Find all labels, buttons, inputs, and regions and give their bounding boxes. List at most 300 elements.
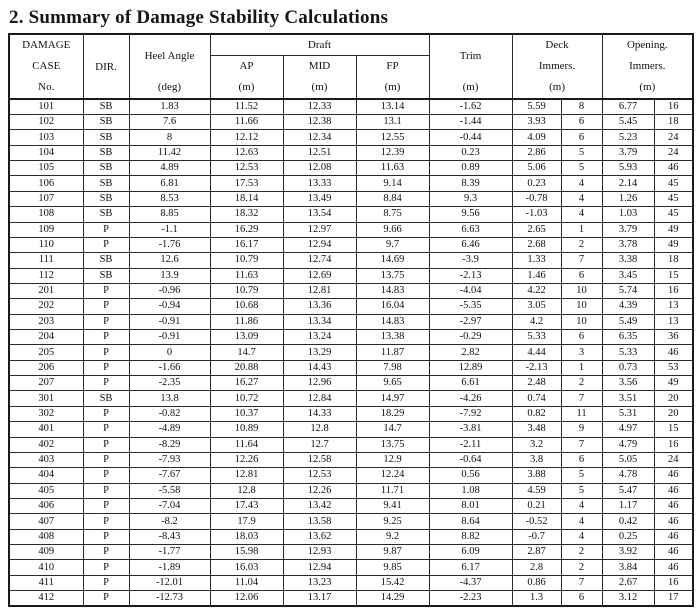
- cell-trim: -3.9: [429, 253, 512, 268]
- cell-heel-angle: -0.91: [129, 330, 210, 345]
- cell-trim: -4.37: [429, 575, 512, 590]
- cell-draft-mid: 13.17: [283, 591, 356, 607]
- cell-deck-immers-ref: 4: [561, 176, 602, 191]
- cell-trim: -2.23: [429, 591, 512, 607]
- cell-draft-mid: 13.62: [283, 529, 356, 544]
- cell-draft-fp: 11.71: [356, 483, 429, 498]
- cell-deck-immers-value: 4.44: [512, 345, 561, 360]
- header-text: DIR.: [95, 60, 117, 73]
- cell-draft-ap: 20.88: [210, 360, 283, 375]
- cell-opening-immers-value: 3.56: [602, 376, 654, 391]
- cell-draft-mid: 12.97: [283, 222, 356, 237]
- cell-damage-case-no: 409: [9, 545, 83, 560]
- cell-dir: P: [83, 560, 129, 575]
- cell-damage-case-no: 104: [9, 145, 83, 160]
- cell-opening-immers-value: 5.33: [602, 345, 654, 360]
- table-row: [9, 514, 693, 529]
- cell-deck-immers-ref: 2: [561, 560, 602, 575]
- table-row: [9, 314, 693, 329]
- cell-opening-immers-value: 5.31: [602, 406, 654, 421]
- cell-deck-immers-value: 0.21: [512, 498, 561, 513]
- cell-dir: SB: [83, 268, 129, 283]
- cell-dir: P: [83, 330, 129, 345]
- cell-draft-fp: 9.66: [356, 222, 429, 237]
- cell-deck-immers-ref: 3: [561, 345, 602, 360]
- header-text: DAMAGE: [22, 39, 71, 51]
- cell-deck-immers-ref: 10: [561, 299, 602, 314]
- cell-opening-immers-ref: 15: [654, 268, 693, 283]
- page-title: 2. Summary of Damage Stability Calculations: [9, 7, 389, 28]
- cell-deck-immers-value: 2.68: [512, 237, 561, 252]
- cell-opening-immers-value: 3.45: [602, 268, 654, 283]
- cell-trim: -5.35: [429, 299, 512, 314]
- cell-opening-immers-value: 5.93: [602, 161, 654, 176]
- cell-deck-immers-value: 2.48: [512, 376, 561, 391]
- cell-trim: 6.63: [429, 222, 512, 237]
- cell-draft-fp: 13.38: [356, 330, 429, 345]
- cell-deck-immers-ref: 10: [561, 314, 602, 329]
- cell-damage-case-no: 403: [9, 452, 83, 467]
- cell-draft-mid: 12.84: [283, 391, 356, 406]
- cell-trim: 6.17: [429, 560, 512, 575]
- header-unit: (m): [238, 80, 255, 93]
- cell-draft-fp: 9.14: [356, 176, 429, 191]
- cell-opening-immers-value: 5.05: [602, 452, 654, 467]
- cell-trim: -0.44: [429, 130, 512, 145]
- cell-dir: P: [83, 498, 129, 513]
- cell-damage-case-no: 301: [9, 391, 83, 406]
- cell-heel-angle: 1.83: [129, 99, 210, 115]
- cell-deck-immers-ref: 4: [561, 498, 602, 513]
- cell-deck-immers-value: 0.23: [512, 176, 561, 191]
- cell-trim: -3.81: [429, 422, 512, 437]
- cell-deck-immers-value: 3.8: [512, 452, 561, 467]
- cell-opening-immers-ref: 13: [654, 314, 693, 329]
- cell-dir: P: [83, 422, 129, 437]
- header-text: Immers.: [538, 60, 576, 72]
- col-header-draft-ap: [210, 55, 283, 99]
- cell-draft-mid: 12.8: [283, 422, 356, 437]
- cell-opening-immers-value: 3.84: [602, 560, 654, 575]
- cell-opening-immers-ref: 16: [654, 437, 693, 452]
- table-row: [9, 468, 693, 483]
- cell-opening-immers-value: 3.51: [602, 391, 654, 406]
- cell-deck-immers-ref: 4: [561, 529, 602, 544]
- cell-draft-ap: 18.32: [210, 207, 283, 222]
- cell-opening-immers-ref: 24: [654, 145, 693, 160]
- cell-draft-ap: 10.72: [210, 391, 283, 406]
- cell-draft-ap: 13.09: [210, 330, 283, 345]
- col-header-dir: [83, 34, 129, 99]
- cell-opening-immers-value: 4.79: [602, 437, 654, 452]
- cell-opening-immers-value: 5.49: [602, 314, 654, 329]
- cell-dir: SB: [83, 130, 129, 145]
- cell-draft-fp: 13.14: [356, 99, 429, 115]
- cell-draft-mid: 13.42: [283, 498, 356, 513]
- cell-opening-immers-value: 0.42: [602, 514, 654, 529]
- cell-dir: P: [83, 360, 129, 375]
- cell-dir: P: [83, 545, 129, 560]
- cell-draft-fp: 14.69: [356, 253, 429, 268]
- cell-trim: -7.92: [429, 406, 512, 421]
- cell-draft-mid: 13.49: [283, 191, 356, 206]
- col-header-trim: [429, 34, 512, 99]
- cell-opening-immers-value: 0.25: [602, 529, 654, 544]
- cell-deck-immers-ref: 7: [561, 391, 602, 406]
- cell-heel-angle: -1.77: [129, 545, 210, 560]
- cell-trim: -2.11: [429, 437, 512, 452]
- cell-draft-ap: 11.52: [210, 99, 283, 115]
- cell-draft-mid: 12.94: [283, 237, 356, 252]
- cell-draft-fp: 14.83: [356, 283, 429, 298]
- cell-opening-immers-ref: 46: [654, 514, 693, 529]
- cell-draft-fp: 9.87: [356, 545, 429, 560]
- cell-trim: -1.44: [429, 115, 512, 130]
- cell-deck-immers-value: 2.86: [512, 145, 561, 160]
- header-unit: (m): [462, 81, 479, 93]
- cell-damage-case-no: 207: [9, 376, 83, 391]
- cell-draft-ap: 12.63: [210, 145, 283, 160]
- cell-draft-fp: 8.75: [356, 207, 429, 222]
- header-unit: (m): [384, 80, 401, 93]
- table-row: [9, 237, 693, 252]
- table-row: [9, 176, 693, 191]
- cell-dir: P: [83, 591, 129, 607]
- cell-dir: P: [83, 222, 129, 237]
- cell-draft-fp: 18.29: [356, 406, 429, 421]
- cell-deck-immers-value: 0.74: [512, 391, 561, 406]
- cell-draft-fp: 12.55: [356, 130, 429, 145]
- cell-draft-ap: 10.79: [210, 253, 283, 268]
- cell-deck-immers-ref: 2: [561, 545, 602, 560]
- cell-draft-ap: 11.86: [210, 314, 283, 329]
- cell-damage-case-no: 408: [9, 529, 83, 544]
- cell-heel-angle: -8.43: [129, 529, 210, 544]
- cell-damage-case-no: 205: [9, 345, 83, 360]
- table-row: [9, 130, 693, 145]
- table-row: [9, 483, 693, 498]
- cell-opening-immers-ref: 20: [654, 406, 693, 421]
- cell-draft-ap: 10.68: [210, 299, 283, 314]
- table-row: [9, 145, 693, 160]
- cell-draft-mid: 12.53: [283, 468, 356, 483]
- cell-draft-mid: 12.81: [283, 283, 356, 298]
- cell-draft-ap: 12.12: [210, 130, 283, 145]
- cell-draft-mid: 12.96: [283, 376, 356, 391]
- cell-trim: -2.97: [429, 314, 512, 329]
- cell-draft-fp: 9.7: [356, 237, 429, 252]
- cell-trim: -2.13: [429, 268, 512, 283]
- cell-draft-ap: 16.27: [210, 376, 283, 391]
- cell-draft-mid: 13.23: [283, 575, 356, 590]
- header-row-top: [9, 34, 693, 55]
- cell-draft-ap: 15.98: [210, 545, 283, 560]
- cell-dir: SB: [83, 391, 129, 406]
- cell-opening-immers-ref: 18: [654, 115, 693, 130]
- cell-heel-angle: -7.67: [129, 468, 210, 483]
- cell-damage-case-no: 404: [9, 468, 83, 483]
- cell-draft-mid: 12.38: [283, 115, 356, 130]
- cell-trim: 8.01: [429, 498, 512, 513]
- cell-dir: P: [83, 299, 129, 314]
- cell-trim: 2.82: [429, 345, 512, 360]
- cell-draft-ap: 18.14: [210, 191, 283, 206]
- cell-deck-immers-ref: 6: [561, 115, 602, 130]
- header-text: CASE: [32, 60, 61, 72]
- cell-dir: P: [83, 237, 129, 252]
- cell-deck-immers-ref: 5: [561, 468, 602, 483]
- cell-heel-angle: -1.76: [129, 237, 210, 252]
- cell-trim: -0.64: [429, 452, 512, 467]
- cell-draft-ap: 18.03: [210, 529, 283, 544]
- cell-dir: P: [83, 514, 129, 529]
- cell-trim: 8.39: [429, 176, 512, 191]
- cell-opening-immers-ref: 46: [654, 345, 693, 360]
- cell-deck-immers-value: 3.88: [512, 468, 561, 483]
- cell-damage-case-no: 401: [9, 422, 83, 437]
- cell-damage-case-no: 405: [9, 483, 83, 498]
- cell-draft-ap: 10.37: [210, 406, 283, 421]
- cell-dir: P: [83, 468, 129, 483]
- table-row: [9, 299, 693, 314]
- table-row: [9, 360, 693, 375]
- cell-opening-immers-value: 5.74: [602, 283, 654, 298]
- cell-opening-immers-value: 4.97: [602, 422, 654, 437]
- cell-draft-fp: 9.85: [356, 560, 429, 575]
- cell-deck-immers-value: 4.09: [512, 130, 561, 145]
- cell-heel-angle: -7.93: [129, 452, 210, 467]
- table-row: [9, 115, 693, 130]
- cell-draft-ap: 12.26: [210, 452, 283, 467]
- table-row: [9, 207, 693, 222]
- cell-damage-case-no: 109: [9, 222, 83, 237]
- cell-deck-immers-value: 5.33: [512, 330, 561, 345]
- cell-dir: P: [83, 283, 129, 298]
- cell-opening-immers-ref: 16: [654, 99, 693, 115]
- cell-opening-immers-value: 6.35: [602, 330, 654, 345]
- cell-draft-mid: 14.33: [283, 406, 356, 421]
- cell-deck-immers-value: 3.2: [512, 437, 561, 452]
- cell-draft-fp: 9.65: [356, 376, 429, 391]
- cell-dir: P: [83, 452, 129, 467]
- cell-trim: -4.26: [429, 391, 512, 406]
- cell-opening-immers-ref: 13: [654, 299, 693, 314]
- table-row: [9, 191, 693, 206]
- damage-stability-table: [8, 33, 694, 607]
- col-header-opening-immers: [602, 34, 693, 99]
- cell-opening-immers-value: 3.12: [602, 591, 654, 607]
- cell-deck-immers-ref: 6: [561, 452, 602, 467]
- cell-draft-fp: 12.39: [356, 145, 429, 160]
- table-row: [9, 222, 693, 237]
- cell-draft-ap: 12.81: [210, 468, 283, 483]
- cell-trim: 0.56: [429, 468, 512, 483]
- header-text: Immers.: [629, 60, 666, 72]
- cell-dir: SB: [83, 145, 129, 160]
- cell-deck-immers-value: 4.59: [512, 483, 561, 498]
- cell-dir: P: [83, 345, 129, 360]
- cell-deck-immers-value: -2.13: [512, 360, 561, 375]
- cell-damage-case-no: 103: [9, 130, 83, 145]
- cell-draft-ap: 12.06: [210, 591, 283, 607]
- cell-trim: 6.61: [429, 376, 512, 391]
- cell-dir: P: [83, 406, 129, 421]
- col-header-draft-group: Draft: [210, 34, 429, 55]
- cell-heel-angle: -4.89: [129, 422, 210, 437]
- cell-draft-mid: 13.34: [283, 314, 356, 329]
- cell-draft-mid: 12.26: [283, 483, 356, 498]
- cell-draft-ap: 12.53: [210, 161, 283, 176]
- cell-deck-immers-value: 5.59: [512, 99, 561, 115]
- cell-opening-immers-value: 4.39: [602, 299, 654, 314]
- cell-opening-immers-value: 5.47: [602, 483, 654, 498]
- cell-damage-case-no: 412: [9, 591, 83, 607]
- cell-deck-immers-ref: 7: [561, 253, 602, 268]
- cell-damage-case-no: 111: [9, 253, 83, 268]
- cell-draft-mid: 12.69: [283, 268, 356, 283]
- cell-opening-immers-ref: 49: [654, 376, 693, 391]
- cell-deck-immers-ref: 7: [561, 575, 602, 590]
- cell-draft-fp: 16.04: [356, 299, 429, 314]
- cell-damage-case-no: 101: [9, 99, 83, 115]
- col-header-heel-angle: [129, 34, 210, 99]
- cell-deck-immers-ref: 9: [561, 422, 602, 437]
- cell-opening-immers-ref: 46: [654, 161, 693, 176]
- cell-draft-ap: 14.7: [210, 345, 283, 360]
- header-unit: (m): [639, 81, 656, 93]
- cell-draft-fp: 9.2: [356, 529, 429, 544]
- cell-heel-angle: 13.8: [129, 391, 210, 406]
- table-row: [9, 345, 693, 360]
- header-text: FP: [386, 59, 399, 72]
- header-unit: (m): [311, 80, 328, 93]
- cell-damage-case-no: 410: [9, 560, 83, 575]
- col-header-draft-mid: [283, 55, 356, 99]
- cell-draft-fp: 14.29: [356, 591, 429, 607]
- cell-heel-angle: 4.89: [129, 161, 210, 176]
- cell-deck-immers-value: 0.82: [512, 406, 561, 421]
- header-text: Trim: [459, 50, 482, 62]
- cell-deck-immers-value: 1.3: [512, 591, 561, 607]
- cell-deck-immers-value: 3.05: [512, 299, 561, 314]
- cell-deck-immers-ref: 8: [561, 99, 602, 115]
- cell-opening-immers-value: 0.73: [602, 360, 654, 375]
- cell-trim: -0.29: [429, 330, 512, 345]
- cell-heel-angle: -0.82: [129, 406, 210, 421]
- cell-heel-angle: -0.96: [129, 283, 210, 298]
- table-row: [9, 99, 693, 115]
- cell-opening-immers-ref: 17: [654, 591, 693, 607]
- cell-opening-immers-ref: 18: [654, 253, 693, 268]
- cell-heel-angle: -0.91: [129, 314, 210, 329]
- col-header-deck-immers: [512, 34, 602, 99]
- cell-heel-angle: -1.66: [129, 360, 210, 375]
- cell-deck-immers-ref: 5: [561, 161, 602, 176]
- cell-draft-fp: 13.1: [356, 115, 429, 130]
- cell-opening-immers-ref: 16: [654, 283, 693, 298]
- cell-deck-immers-ref: 4: [561, 514, 602, 529]
- cell-dir: P: [83, 376, 129, 391]
- cell-deck-immers-value: -0.52: [512, 514, 561, 529]
- cell-heel-angle: 6.81: [129, 176, 210, 191]
- cell-draft-fp: 12.9: [356, 452, 429, 467]
- cell-opening-immers-ref: 24: [654, 130, 693, 145]
- cell-draft-mid: 12.94: [283, 560, 356, 575]
- cell-damage-case-no: 108: [9, 207, 83, 222]
- cell-heel-angle: 8: [129, 130, 210, 145]
- cell-draft-ap: 11.63: [210, 268, 283, 283]
- cell-draft-mid: 13.54: [283, 207, 356, 222]
- cell-dir: SB: [83, 207, 129, 222]
- table-row: [9, 253, 693, 268]
- cell-opening-immers-ref: 45: [654, 191, 693, 206]
- cell-opening-immers-ref: 46: [654, 483, 693, 498]
- cell-draft-fp: 14.7: [356, 422, 429, 437]
- cell-dir: P: [83, 437, 129, 452]
- cell-draft-mid: 12.51: [283, 145, 356, 160]
- cell-trim: -4.04: [429, 283, 512, 298]
- cell-draft-ap: 11.66: [210, 115, 283, 130]
- cell-opening-immers-value: 3.79: [602, 222, 654, 237]
- cell-draft-mid: 13.36: [283, 299, 356, 314]
- cell-opening-immers-ref: 20: [654, 391, 693, 406]
- cell-opening-immers-value: 1.26: [602, 191, 654, 206]
- cell-damage-case-no: 112: [9, 268, 83, 283]
- cell-dir: SB: [83, 161, 129, 176]
- cell-opening-immers-ref: 49: [654, 222, 693, 237]
- table-row: [9, 161, 693, 176]
- cell-opening-immers-value: 2.67: [602, 575, 654, 590]
- cell-damage-case-no: 402: [9, 437, 83, 452]
- cell-heel-angle: -5.58: [129, 483, 210, 498]
- cell-heel-angle: -0.94: [129, 299, 210, 314]
- cell-deck-immers-ref: 4: [561, 191, 602, 206]
- cell-draft-mid: 12.58: [283, 452, 356, 467]
- cell-draft-fp: 9.41: [356, 498, 429, 513]
- cell-heel-angle: -8.29: [129, 437, 210, 452]
- cell-draft-ap: 16.17: [210, 237, 283, 252]
- cell-deck-immers-value: 5.06: [512, 161, 561, 176]
- cell-damage-case-no: 411: [9, 575, 83, 590]
- cell-deck-immers-value: 3.93: [512, 115, 561, 130]
- cell-draft-ap: 17.53: [210, 176, 283, 191]
- cell-heel-angle: -8.2: [129, 514, 210, 529]
- cell-heel-angle: -12.01: [129, 575, 210, 590]
- cell-draft-ap: 17.43: [210, 498, 283, 513]
- cell-deck-immers-ref: 11: [561, 406, 602, 421]
- cell-damage-case-no: 407: [9, 514, 83, 529]
- cell-heel-angle: 0: [129, 345, 210, 360]
- cell-damage-case-no: 302: [9, 406, 83, 421]
- cell-heel-angle: -1.1: [129, 222, 210, 237]
- table-row: [9, 437, 693, 452]
- table-row: [9, 268, 693, 283]
- cell-opening-immers-value: 1.17: [602, 498, 654, 513]
- cell-opening-immers-ref: 16: [654, 575, 693, 590]
- cell-draft-fp: 15.42: [356, 575, 429, 590]
- cell-dir: SB: [83, 191, 129, 206]
- cell-deck-immers-ref: 10: [561, 283, 602, 298]
- cell-deck-immers-value: 2.8: [512, 560, 561, 575]
- cell-opening-immers-value: 3.79: [602, 145, 654, 160]
- cell-damage-case-no: 203: [9, 314, 83, 329]
- cell-damage-case-no: 204: [9, 330, 83, 345]
- cell-opening-immers-ref: 24: [654, 452, 693, 467]
- cell-heel-angle: -7.04: [129, 498, 210, 513]
- cell-heel-angle: 12.6: [129, 253, 210, 268]
- cell-opening-immers-value: 5.45: [602, 115, 654, 130]
- cell-draft-ap: 10.79: [210, 283, 283, 298]
